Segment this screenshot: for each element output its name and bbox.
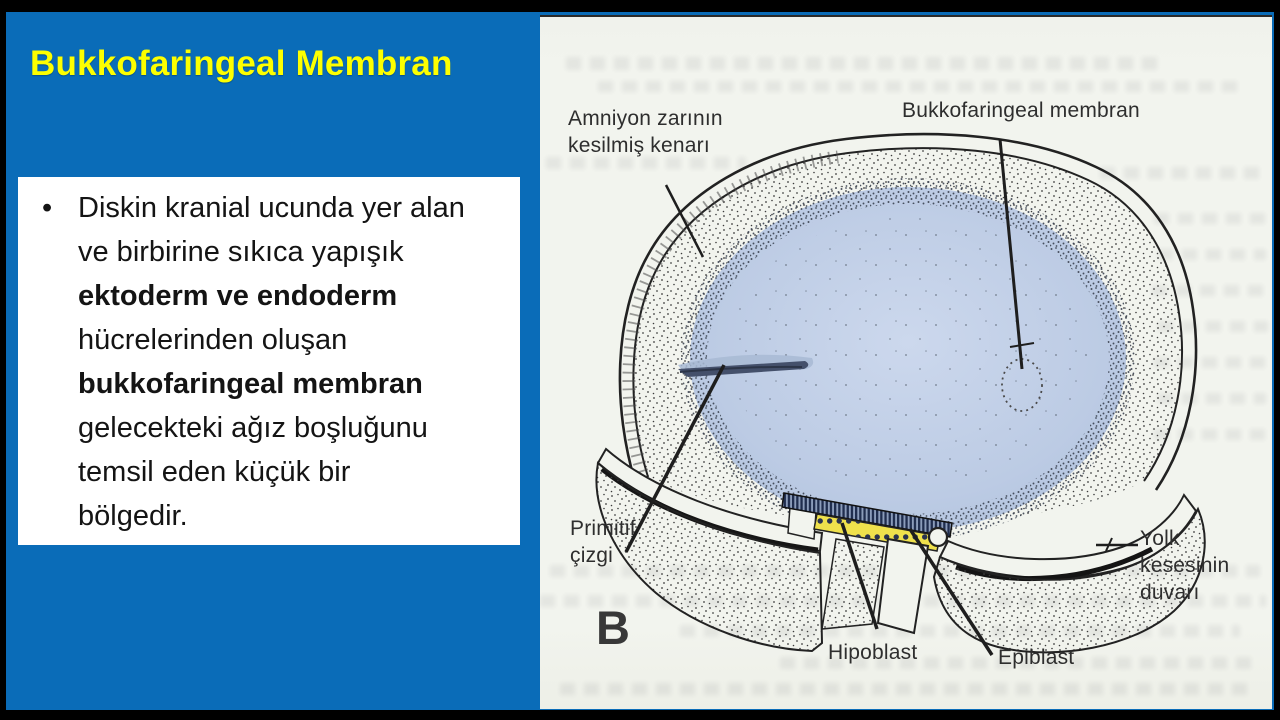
figure-panel-letter: B (596, 601, 630, 654)
label-primitive-streak: Primitif çizgi (570, 517, 636, 567)
label-buccopharyngeal-membrane: Bukkofaringeal membran (902, 99, 1140, 122)
label-hypoblast: Hipoblast (828, 641, 918, 664)
bullet-marker: • (42, 192, 53, 224)
label-epiblast: Epiblast (998, 646, 1075, 669)
membrane-curl (929, 528, 947, 546)
slide-background (6, 12, 1274, 710)
figure-scan (540, 15, 1272, 709)
label-yolk-sac-wall: Yolk kesesinin duvarı (1140, 527, 1230, 604)
page-title: Bukkofaringeal Membran (30, 44, 453, 83)
body-textbox (18, 177, 520, 545)
label-amnion-edge: Amniyon zarının kesilmiş kenarı (568, 107, 723, 157)
bullet-text: Diskin kranial ucunda yer alan ve birbirine sıkıca yapışık ektoderm ve endoderm hücrelerinden oluşan bukkofaringeal membran gelecekteki ağız boşluğunu temsil eden küçük bir bölgedir. (78, 192, 465, 532)
cut-wedge (878, 539, 928, 633)
